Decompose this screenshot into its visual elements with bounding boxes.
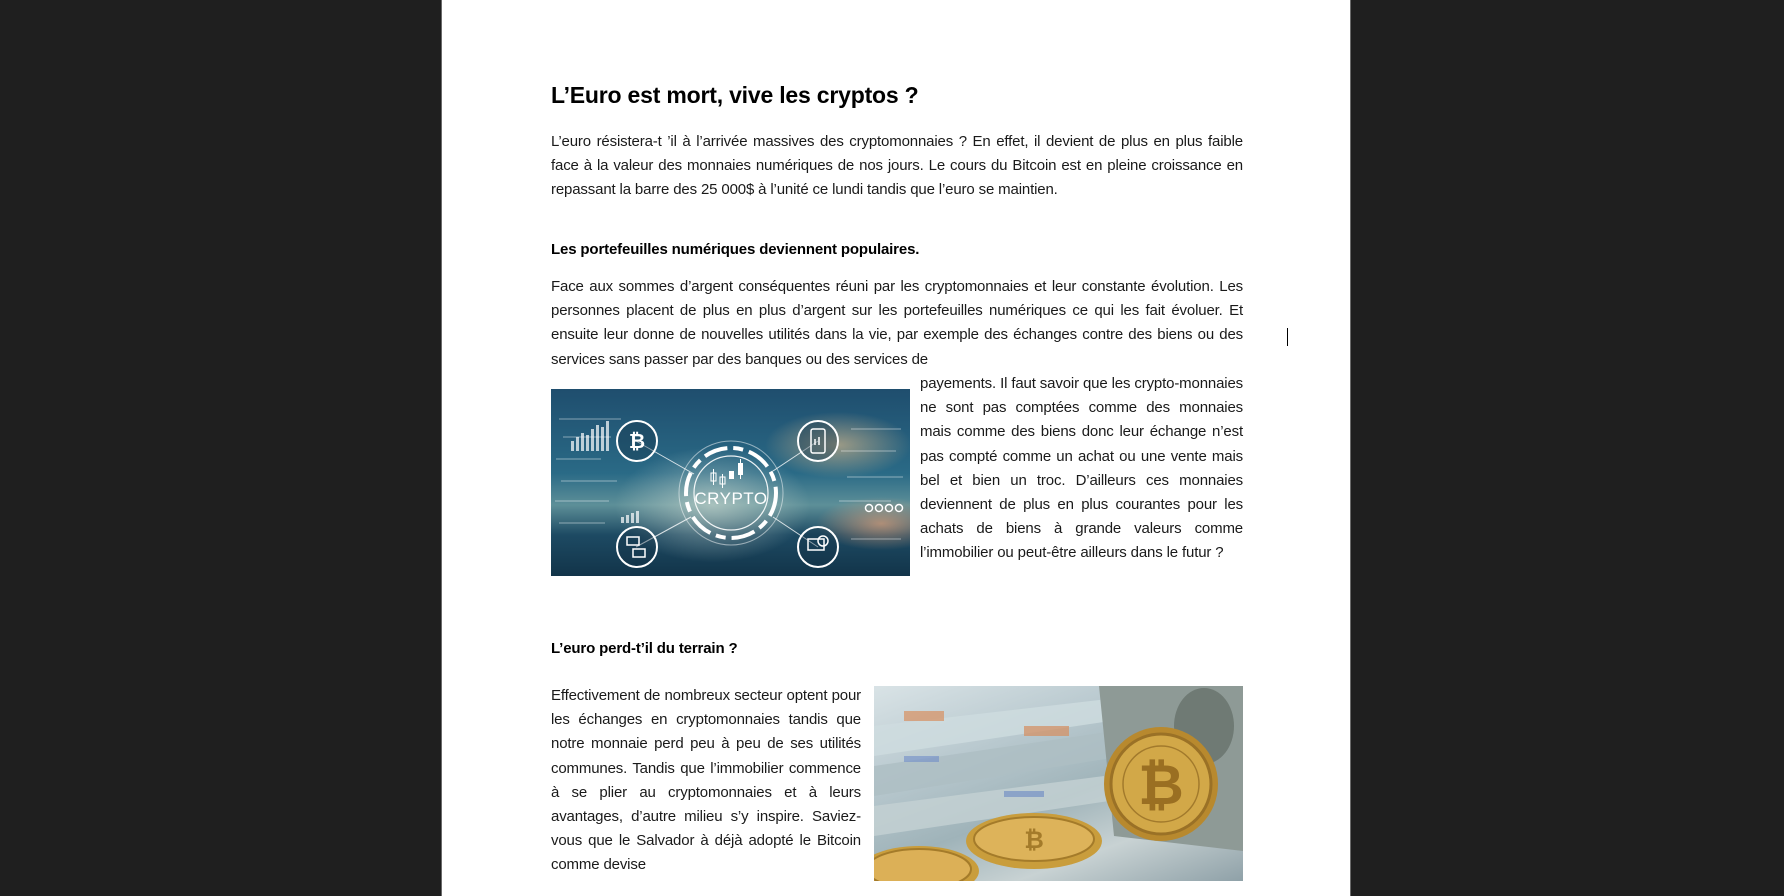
svg-text:₿: ₿ bbox=[1138, 753, 1184, 816]
svg-text:CRYPTO: CRYPTO bbox=[694, 489, 768, 508]
section-heading-euro[interactable]: L’euro perd-t’il du terrain ? bbox=[551, 640, 738, 657]
intro-paragraph[interactable]: L’euro résistera-t ’il à l’arrivée massives des cryptomonnaies ? En effet, il devient de plus en plus faible face à la valeur des monnaies numériques de nos jours. Le cours du Bitcoin est en pleine croissance en repassant la barre des 25 000$ à l’unité ce lundi tandis que l’euro se maintien. bbox=[551, 133, 1243, 199]
document-page[interactable] bbox=[441, 0, 1351, 896]
text-cursor bbox=[1287, 328, 1288, 346]
euro-wrapped-text[interactable]: Effectivement de nombreux secteur optent pour les échanges en cryptomonnaies tandis que notre monnaie perd peu à peu de ses utilités communes. Tandis que l’immobilier commence à se plier au cryptomonnaies et à leurs avantages, d’autre milieu s’y inspire. Saviez-vous que le Salvador à déjà adopté le Bitcoin comme devise bbox=[551, 687, 861, 874]
wallets-paragraph[interactable]: Face aux sommes d’argent conséquentes réuni par les cryptomonnaies et leur constante évolution. Les personnes placent de plus en plus d’argent sur les portefeuilles numériques ce qui les fait évoluer. Et ensuite leur donne de nouvelles utilités dans la vie, par exemple des échanges contre des biens ou des services sans passer par des banques ou des services de bbox=[551, 278, 1243, 368]
bitcoin-coins-photo bbox=[874, 686, 1243, 881]
crypto-image[interactable] bbox=[551, 389, 910, 576]
svg-text:₿: ₿ bbox=[628, 431, 646, 453]
document-title[interactable]: L’Euro est mort, vive les cryptos ? bbox=[551, 82, 919, 108]
crypto-network-illustration bbox=[551, 389, 910, 576]
bitcoin-image[interactable] bbox=[874, 686, 1243, 881]
section-heading-wallets[interactable]: Les portefeuilles numériques deviennent populaires. bbox=[551, 241, 920, 258]
crypto-wrapped-text[interactable]: payements. Il faut savoir que les crypto-monnaies ne sont pas comptées comme des monnaies mais comme des biens donc leur échange n’est pas compté comme un achat ou une vente mais bel et bien un troc. D’ailleurs ces monnaies deviennent de plus en plus courantes pour les achats de biens à grande valeurs comme l’immobilier ou peut-être ailleurs dans le futur ? bbox=[920, 375, 1243, 562]
svg-text:₿: ₿ bbox=[1024, 827, 1044, 854]
